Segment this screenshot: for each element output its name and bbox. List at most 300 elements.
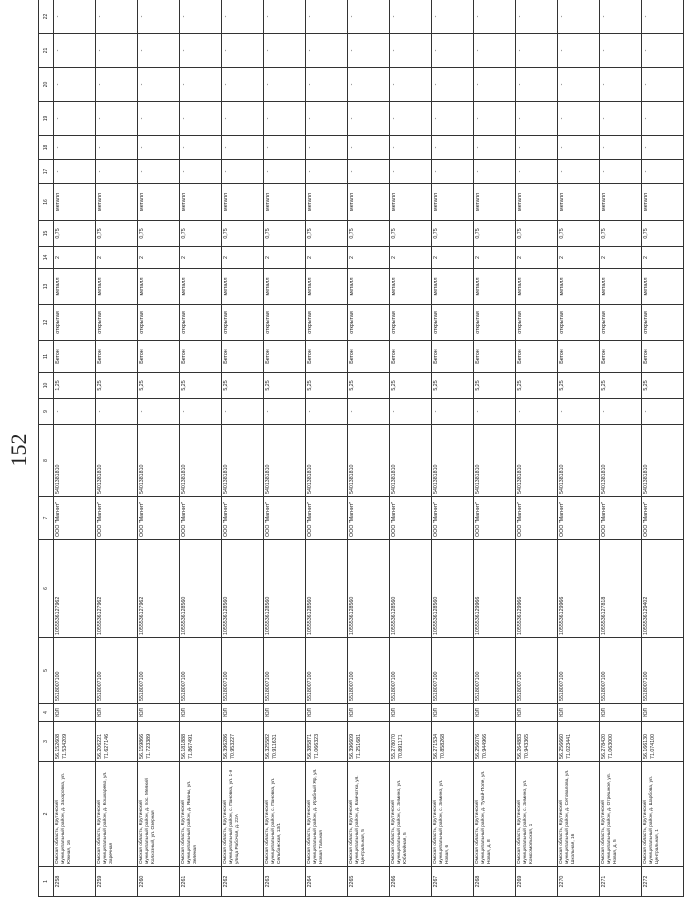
table-cell: 2271 <box>600 867 642 897</box>
table-cell: - <box>180 0 222 34</box>
table-cell: 56.159866 71.723389 <box>138 722 180 762</box>
table-cell: 56.325582 70.911631 <box>264 722 306 762</box>
table-cell: металл <box>180 184 222 221</box>
table-cell: - <box>432 68 474 102</box>
table-cell: 5401381810 <box>348 425 390 497</box>
column-header: 7 <box>39 497 54 540</box>
table-cell: металл <box>222 184 264 221</box>
table-cell: 2 <box>642 247 684 269</box>
table-cell: 5401381810 <box>474 425 516 497</box>
table-cell: Бетон <box>264 341 306 373</box>
table-cell: Бетон <box>54 341 96 373</box>
table-cell: 5518007100 <box>474 638 516 704</box>
column-header: 10 <box>39 373 54 399</box>
table-row <box>222 0 264 897</box>
table-cell: - <box>432 102 474 136</box>
column-header: 18 <box>39 136 54 160</box>
table-cell: 2272 <box>642 867 684 897</box>
table-cell: - <box>54 102 96 136</box>
table-cell: ЮЛ <box>138 704 180 722</box>
table-cell: - <box>642 160 684 184</box>
table-cell: 0,75 <box>96 221 138 247</box>
table-cell: - <box>516 34 558 68</box>
table-cell: металл <box>96 184 138 221</box>
table-cell: металл <box>600 269 642 305</box>
table-cell: металл <box>642 184 684 221</box>
table-cell: Омская область, Крутинский муниципальный район, д. Ирабный Яр, ул. Новая Тальная <box>306 762 348 867</box>
table-cell: 56.396286 70.953227 <box>222 722 264 762</box>
table-cell: 0,75 <box>264 221 306 247</box>
table-header-row <box>39 0 54 897</box>
page-number: 152 <box>6 433 31 467</box>
table-cell: - <box>432 136 474 160</box>
table-cell: 2259 <box>96 867 138 897</box>
table-row <box>96 0 138 897</box>
table-cell: Омская область, Крутинский муниципальный район, д. Сетовалова, ул. Школьная, 16 <box>558 762 600 867</box>
table-cell: ООО "Магнит" <box>348 497 390 540</box>
table-cell: - <box>600 160 642 184</box>
table-cell: открытая <box>516 305 558 341</box>
table-cell: - <box>180 102 222 136</box>
table-cell: 5,25 <box>306 373 348 399</box>
table-cell: - <box>264 68 306 102</box>
table-cell: Бетон <box>306 341 348 373</box>
table-cell: 2 <box>138 247 180 269</box>
table-cell: 1055536128560 <box>390 540 432 638</box>
table-cell: - <box>600 34 642 68</box>
table-cell: металл <box>180 269 222 305</box>
table-cell: Бетон <box>642 341 684 373</box>
table-cell: металл <box>474 184 516 221</box>
table-cell: - <box>558 34 600 68</box>
table-cell: - <box>138 399 180 425</box>
table-cell: - <box>390 0 432 34</box>
table-cell: Омская область, Крутинский муниципальный район, с. Зимино, ул. Юбилейная, 5 <box>390 762 432 867</box>
table-cell: ЮЛ <box>516 704 558 722</box>
table-cell: 2 <box>432 247 474 269</box>
table-cell: 2 <box>306 247 348 269</box>
table-row <box>642 0 684 897</box>
table-cell: ООО "Магнит" <box>96 497 138 540</box>
table-cell: - <box>306 68 348 102</box>
table-cell: металл <box>516 269 558 305</box>
table-cell: открытая <box>600 305 642 341</box>
table-cell: - <box>96 160 138 184</box>
column-header: 20 <box>39 68 54 102</box>
table-cell: Омская область, Крутинский муниципальный район, с. Пановка, ул. Сельбанская, 13/1 <box>264 762 306 867</box>
table-cell: 5401381810 <box>558 425 600 497</box>
table-cell: 1055536127962 <box>138 540 180 638</box>
table-cell: 2261 <box>180 867 222 897</box>
table-cell: - <box>390 102 432 136</box>
table-cell: - <box>306 399 348 425</box>
table-cell: ЮЛ <box>642 704 684 722</box>
table-cell: - <box>642 102 684 136</box>
table-cell: 2 <box>474 247 516 269</box>
table-cell: металл <box>138 269 180 305</box>
table-cell: 5518007100 <box>432 638 474 704</box>
table-cell: ЮЛ <box>432 704 474 722</box>
table-cell: металл <box>558 184 600 221</box>
column-header: 14 <box>39 247 54 269</box>
table-cell: 5,25 <box>642 373 684 399</box>
table-cell: - <box>264 160 306 184</box>
table-cell: - <box>138 68 180 102</box>
table-cell: - <box>390 136 432 160</box>
table-cell: - <box>432 160 474 184</box>
table-cell: Омская область, Крутинский муниципальный район, с. Зимино, ул. Новая, 6 <box>432 762 474 867</box>
table-cell: открытая <box>138 305 180 341</box>
column-header: 2 <box>39 762 54 867</box>
table-cell: - <box>348 102 390 136</box>
column-header: 16 <box>39 184 54 221</box>
table-cell: ЮЛ <box>222 704 264 722</box>
table-cell: металл <box>474 269 516 305</box>
table-cell: 2 <box>600 247 642 269</box>
table-cell: 1055536129966 <box>474 540 516 638</box>
table-cell: 56.271534 70.858268 <box>432 722 474 762</box>
table-cell: 1055536128560 <box>348 540 390 638</box>
column-header: 1 <box>39 867 54 897</box>
table-cell: 2 <box>222 247 264 269</box>
table-cell: 2260 <box>138 867 180 897</box>
table-cell: - <box>180 68 222 102</box>
table-cell: 5518007100 <box>390 638 432 704</box>
table-cell: 0,75 <box>432 221 474 247</box>
table-cell: 5,25 <box>432 373 474 399</box>
table-cell: 2262 <box>222 867 264 897</box>
table-cell: открытая <box>180 305 222 341</box>
table-cell: - <box>222 68 264 102</box>
table-cell: 2 <box>96 247 138 269</box>
table-cell: 5518007100 <box>264 638 306 704</box>
table-cell: 5401381810 <box>390 425 432 497</box>
table-cell: 56.385871 71.066323 <box>306 722 348 762</box>
column-header: 19 <box>39 102 54 136</box>
table-cell: - <box>390 399 432 425</box>
table-cell: 1055536128560 <box>222 540 264 638</box>
table-cell: Омская область, Крутинский муниципальный район, д. Кошкарево, ул. Заречная <box>96 762 138 867</box>
table-cell: - <box>516 0 558 34</box>
table-cell: металл <box>138 184 180 221</box>
table-cell: - <box>306 136 348 160</box>
table-cell: - <box>180 136 222 160</box>
table-cell: 1055536128560 <box>432 540 474 638</box>
table-cell: 0,75 <box>600 221 642 247</box>
table-cell: открытая <box>642 305 684 341</box>
table-cell: ООО "Магнит" <box>474 497 516 540</box>
table-cell: Омская область, Крутинский муниципальный район, с. Пановка, ул. 1-я улица Рабочая, д. 22А <box>222 762 264 867</box>
table-cell: ООО "Магнит" <box>54 497 96 540</box>
table-cell: металл <box>54 184 96 221</box>
table-cell: 2258 <box>54 867 96 897</box>
table-cell: ООО "Магнит" <box>264 497 306 540</box>
table-cell: 55.278070 70.891171 <box>390 722 432 762</box>
table-cell: 0,75 <box>138 221 180 247</box>
table-cell: - <box>54 34 96 68</box>
table-cell: - <box>474 68 516 102</box>
table-cell: 5401381810 <box>222 425 264 497</box>
table-cell: ООО "Магнит" <box>306 497 348 540</box>
table-cell: металл <box>516 184 558 221</box>
table-cell: 5,25 <box>138 373 180 399</box>
table-cell: металл <box>222 269 264 305</box>
table-cell: - <box>264 0 306 34</box>
table-cell: металл <box>390 269 432 305</box>
table-cell: - <box>516 68 558 102</box>
table-cell: ЮЛ <box>600 704 642 722</box>
table-cell: 1055536128560 <box>306 540 348 638</box>
table-cell: 0,75 <box>642 221 684 247</box>
table-cell: Бетон <box>180 341 222 373</box>
table-cell: металл <box>390 184 432 221</box>
table-cell: Омская область, Крутинский муниципальный район, д. Отрешное, ул. Новая, д. 5 <box>600 762 642 867</box>
table-row <box>474 0 516 897</box>
table-row <box>264 0 306 897</box>
table-cell: - <box>600 102 642 136</box>
table-cell: - <box>516 102 558 136</box>
table-cell: 5,25 <box>222 373 264 399</box>
table-cell: Омская область, Крутинский муниципальный район, д. Камчатка, ул. Центральная, 5 <box>348 762 390 867</box>
table-cell: металл <box>306 184 348 221</box>
table-cell: ООО "Магнит" <box>600 497 642 540</box>
table-cell: Омская область, Крутинский муниципальный район, с. Зимино, ул. Комсомольская, 1 <box>516 762 558 867</box>
table-cell: 5,25 <box>96 373 138 399</box>
table-cell: 1055536129966 <box>558 540 600 638</box>
column-header: 5 <box>39 638 54 704</box>
table-cell: 5,25 <box>600 373 642 399</box>
table-cell: - <box>558 68 600 102</box>
table-row <box>390 0 432 897</box>
table-cell: 1055536128560 <box>264 540 306 638</box>
table-cell: Бетон <box>516 341 558 373</box>
table-cell: открытая <box>432 305 474 341</box>
table-cell: 5,25 <box>474 373 516 399</box>
table-row <box>516 0 558 897</box>
table-cell: - <box>138 34 180 68</box>
table-cell: - <box>180 34 222 68</box>
table-cell: металл <box>348 269 390 305</box>
column-header: 17 <box>39 160 54 184</box>
table-cell: - <box>600 0 642 34</box>
table-cell: 0,75 <box>222 221 264 247</box>
table-cell: - <box>432 34 474 68</box>
column-header: 13 <box>39 269 54 305</box>
table-cell: - <box>180 399 222 425</box>
column-header: 22 <box>39 0 54 34</box>
table-cell: Бетон <box>222 341 264 373</box>
table-cell: 0,75 <box>54 221 96 247</box>
table-cell: металл <box>96 269 138 305</box>
table-cell: - <box>642 399 684 425</box>
table-cell: металл <box>348 184 390 221</box>
table-cell: Бетон <box>600 341 642 373</box>
table-cell: ООО "Магнит" <box>138 497 180 540</box>
table-cell: 2 <box>516 247 558 269</box>
table-cell: 2270 <box>558 867 600 897</box>
table-cell: 5401381810 <box>264 425 306 497</box>
table-cell: - <box>516 399 558 425</box>
table-cell: металл <box>54 269 96 305</box>
table-cell: - <box>642 136 684 160</box>
table-cell: - <box>474 136 516 160</box>
table-cell: металл <box>432 184 474 221</box>
table-cell: - <box>96 399 138 425</box>
table-cell: - <box>222 136 264 160</box>
table-cell: металл <box>642 269 684 305</box>
table-cell: Бетон <box>348 341 390 373</box>
table-cell: 5518007100 <box>222 638 264 704</box>
table-cell: 2267 <box>432 867 474 897</box>
column-header: 11 <box>39 341 54 373</box>
table-cell: 5518007100 <box>348 638 390 704</box>
table-cell: открытая <box>264 305 306 341</box>
table-cell: Омская область, Крутинский муниципальный район, д. Яманы, ул. Зеленая <box>180 762 222 867</box>
table-cell: 5,25 <box>390 373 432 399</box>
table-cell: - <box>642 34 684 68</box>
registry-table <box>38 0 684 897</box>
table-cell: - <box>600 136 642 160</box>
table-cell: 5,25 <box>264 373 306 399</box>
table-cell: ЮЛ <box>180 704 222 722</box>
table-cell: 5518007100 <box>138 638 180 704</box>
table-row <box>138 0 180 897</box>
table-cell: ЮЛ <box>390 704 432 722</box>
table-cell: - <box>516 160 558 184</box>
table-cell: - <box>54 136 96 160</box>
table-cell: - <box>474 34 516 68</box>
table-cell: - <box>264 34 306 68</box>
table-cell: 2263 <box>264 867 306 897</box>
table-cell: ООО "Магнит" <box>390 497 432 540</box>
table-cell: ООО "Магнит" <box>222 497 264 540</box>
table-cell: - <box>96 102 138 136</box>
table-cell: - <box>348 34 390 68</box>
table-cell: 2265 <box>348 867 390 897</box>
table-cell: - <box>54 0 96 34</box>
table-cell: открытая <box>54 305 96 341</box>
table-cell: открытая <box>390 305 432 341</box>
table-cell: 5401381810 <box>54 425 96 497</box>
table-cell: 2 <box>264 247 306 269</box>
table-cell: 56.166130 71.074100 <box>642 722 684 762</box>
table-cell: Бетон <box>558 341 600 373</box>
table-cell: - <box>306 34 348 68</box>
table-cell: 2266 <box>390 867 432 897</box>
table-cell: - <box>306 0 348 34</box>
table-cell: 5518007100 <box>180 638 222 704</box>
table-cell: - <box>138 160 180 184</box>
table-cell: 5,25 <box>348 373 390 399</box>
table-cell: 0,75 <box>474 221 516 247</box>
table-row <box>348 0 390 897</box>
table-cell: 5,25 <box>180 373 222 399</box>
column-header: 15 <box>39 221 54 247</box>
table-cell: - <box>138 0 180 34</box>
table-cell: - <box>474 0 516 34</box>
table-cell: 5518007100 <box>642 638 684 704</box>
table-cell: - <box>516 136 558 160</box>
table-cell: - <box>54 68 96 102</box>
table-cell: - <box>348 0 390 34</box>
table-cell: 2 <box>180 247 222 269</box>
table-cell: 1055536127818 <box>600 540 642 638</box>
table-cell: 5518007100 <box>516 638 558 704</box>
table-body <box>54 0 684 897</box>
table-cell: ЮЛ <box>474 704 516 722</box>
table-cell: 1055536129966 <box>516 540 558 638</box>
table-cell: 56.152608 71.534209 <box>54 722 96 762</box>
table-cell: металл <box>264 269 306 305</box>
table-cell: - <box>348 399 390 425</box>
table-cell: - <box>222 102 264 136</box>
table-cell: 5401381810 <box>96 425 138 497</box>
table-cell: 0,75 <box>516 221 558 247</box>
table-cell: - <box>390 68 432 102</box>
table-cell: - <box>222 160 264 184</box>
table-cell: ЮЛ <box>348 704 390 722</box>
table-cell: - <box>642 68 684 102</box>
table-cell: - <box>306 160 348 184</box>
table-cell: открытая <box>306 305 348 341</box>
table-cell: металл <box>600 184 642 221</box>
table-row <box>306 0 348 897</box>
table-cell: - <box>600 68 642 102</box>
table-cell: - <box>558 102 600 136</box>
table-cell: Омская область, Крутинский муниципальный район, д. пос. Мелкий Колхозный, ул. Озерная <box>138 762 180 867</box>
table-cell: ЮЛ <box>264 704 306 722</box>
table-row <box>600 0 642 897</box>
table-cell: Бетон <box>432 341 474 373</box>
table-cell: металл <box>432 269 474 305</box>
table-cell: 0,75 <box>390 221 432 247</box>
table-row <box>432 0 474 897</box>
table-cell: - <box>222 34 264 68</box>
table-cell: ООО "Магнит" <box>642 497 684 540</box>
table-cell: 0,75 <box>180 221 222 247</box>
table-cell: 56.181888 71.867491 <box>180 722 222 762</box>
table-cell: 0,75 <box>558 221 600 247</box>
table-cell: - <box>474 399 516 425</box>
table-cell: 1055536127962 <box>54 540 96 638</box>
table-cell: 5401381810 <box>516 425 558 497</box>
table-cell: открытая <box>96 305 138 341</box>
table-cell: 2268 <box>474 867 516 897</box>
table-cell: Бетон <box>474 341 516 373</box>
table-cell: - <box>96 0 138 34</box>
table-cell: ЮЛ <box>96 704 138 722</box>
table-cell: - <box>558 160 600 184</box>
table-cell: - <box>96 136 138 160</box>
table-cell: - <box>348 68 390 102</box>
table-cell: 5518007100 <box>96 638 138 704</box>
table-cell: ЮЛ <box>306 704 348 722</box>
table-cell: Омская область, Крутинский муниципальный район, д. Захаровка, ул. Южная, 16 <box>54 762 96 867</box>
table-cell: 5518007100 <box>558 638 600 704</box>
column-header: 12 <box>39 305 54 341</box>
table-cell: 2 <box>348 247 390 269</box>
table-cell: Бетон <box>390 341 432 373</box>
table-cell: - <box>54 399 96 425</box>
table-cell: - <box>348 160 390 184</box>
table-cell: открытая <box>348 305 390 341</box>
table-cell: 5401381810 <box>138 425 180 497</box>
table-cell: - <box>264 136 306 160</box>
table-cell: 5,25 <box>558 373 600 399</box>
column-header: 8 <box>39 425 54 497</box>
table-cell: 1,25 <box>54 373 96 399</box>
table-cell: - <box>306 102 348 136</box>
